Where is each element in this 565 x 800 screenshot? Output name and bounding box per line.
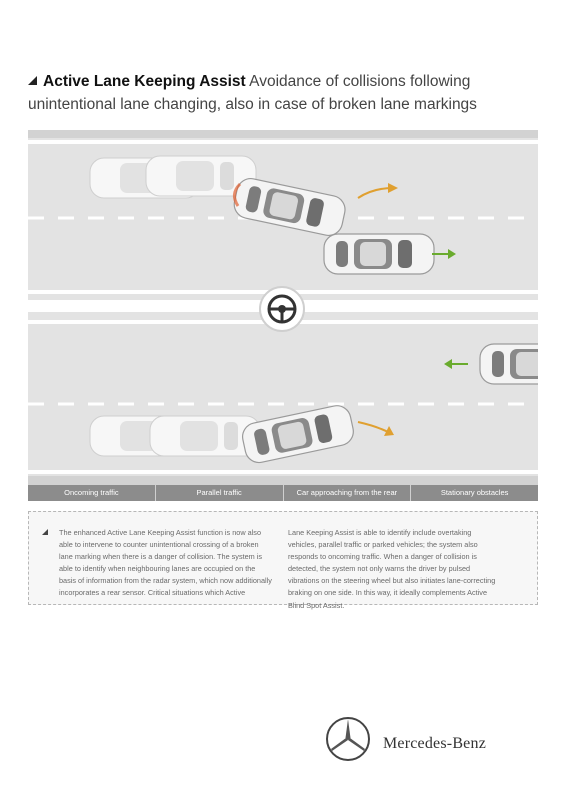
header [28, 70, 548, 116]
oncoming-car [480, 344, 538, 384]
brand-name: Mercedes-Benz [383, 735, 486, 752]
description-box [28, 511, 538, 610]
tab-car-approaching: Car approaching from the rear [284, 485, 412, 501]
body-text-col2: Lane Keeping Assist is able to identify include overtaking vehicles, parallel traffic or parked vehicles; the system also responds to oncoming traffic. When a danger of collision is detected, the system not only warns the driver by pulsed vibrations on the steering wheel but also initiates lane-correcting braking on one side. In this way, it ideally complements Active Blind Spot Assist. [288, 528, 496, 610]
title-rest: Avoidance of collisions following [245, 73, 471, 90]
page-title [28, 70, 548, 93]
steering-wheel-icon [260, 287, 304, 331]
scenario-tabs [28, 485, 538, 501]
triangle-bullet-icon [28, 76, 37, 85]
triangle-bullet-icon [42, 529, 48, 535]
tab-stationary-obstacles: Stationary obstacles [440, 488, 509, 497]
tab-oncoming-traffic: Oncoming traffic [28, 485, 156, 501]
subtitle: unintentional lane changing, also in case of broken lane markings [28, 96, 477, 113]
title-bold: Active Lane Keeping Assist [43, 73, 246, 90]
body-text-col1: The enhanced Active Lane Keeping Assist function is now also able to intervene to counter unintentional crossing of a broken lane marking when there is a danger of collision. The system is able to identify when neighbouring lanes are occupied on the basis of information from the radar system, which now additionally incorporates a rear sensor. Critical situations which Active [59, 528, 272, 598]
mercedes-star-icon [325, 716, 371, 762]
tab-parallel-traffic: Parallel traffic [156, 485, 284, 501]
parallel-car [324, 234, 434, 274]
road-illustration [28, 126, 538, 486]
